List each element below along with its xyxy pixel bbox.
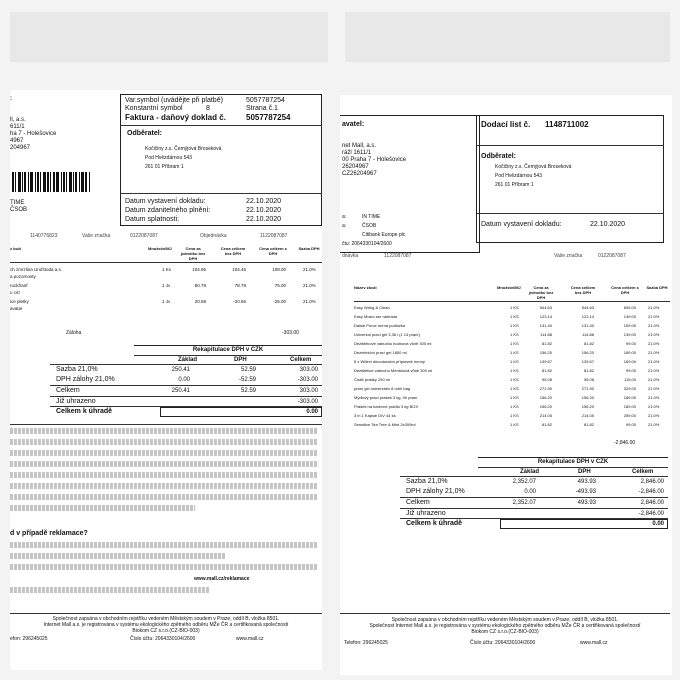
items-table-head (10, 246, 322, 260)
item-gross: 659.00 (623, 305, 636, 310)
item-net: 214.05 (581, 413, 594, 418)
ref-label: Vaše značka (82, 233, 111, 239)
const-symbol-label: Konstantní symbol (125, 105, 183, 112)
item-qty: 1 KS (510, 413, 519, 418)
footer-line-1: Společnost zapsána v obchodním rejstříku vedeném Městským soudem v Praze, oddíl B, vložka 8501. (52, 616, 280, 622)
item-net: 104.46 (232, 267, 246, 272)
item-unit-price: 214.05 (539, 413, 552, 418)
item-name: Dezinfekční prací gel 1800 ml (354, 350, 407, 355)
advance-label: Záloha (66, 330, 82, 336)
item-qty: 1 KS (510, 422, 519, 427)
col-gross-head: Cena celkem s DPH (611, 285, 639, 295)
recap-row-vat: 493.93 (577, 500, 596, 506)
recap-col-base: Základ (178, 357, 198, 363)
item-vat: 21.0% (648, 341, 660, 346)
recap-row-label: DPH zálohy 21,0% (406, 488, 465, 495)
item-gross: 75.00 (274, 283, 286, 288)
item-name: Easy Mosio ser náhrada (354, 314, 398, 319)
recap-row-base: 2,352.07 (512, 479, 536, 485)
recap-row-label: Celkem (406, 499, 430, 506)
var-symbol-value: 5057787254 (246, 97, 285, 104)
delivery-page (340, 95, 672, 675)
paid-value: -303.00 (297, 399, 318, 405)
recipient-line: Pod Hvězdárnou 543 (495, 173, 542, 179)
item-vat: 21.0% (648, 413, 660, 418)
divider (134, 355, 322, 356)
col-qty-head: Množství/MJ (148, 246, 172, 251)
table-row (340, 330, 670, 339)
item-qty: 1 KS (510, 368, 519, 373)
divider (50, 385, 322, 386)
item-qty: 1 KS (510, 377, 519, 382)
date-issue-value: 22.10.2020 (246, 198, 282, 205)
supplier-block (10, 96, 100, 152)
due-label: Celkem k úhradě (406, 520, 463, 527)
divider (400, 508, 668, 509)
item-name: 3 in 1 Kapsle DIV 44 ks (354, 413, 396, 418)
item-net: 81.82 (583, 341, 594, 346)
recipient-line: Kočičiny z.s. Čemýjová Broseková (495, 164, 572, 170)
date-due-value: 22.10.2020 (246, 216, 282, 223)
footer-line-3: Biokom CZ s.r.o.(CZ-BIO-003) (471, 629, 539, 635)
payment-line: IN TIME (362, 214, 381, 220)
ref-row (340, 253, 670, 259)
recap-row-total: -303.00 (297, 377, 318, 383)
recap-row-label: Sazba 21,0% (406, 478, 448, 485)
item-vat: 21.0% (648, 404, 660, 409)
item-qty: 1 Jv (162, 299, 171, 304)
complaint-web[interactable]: www.mall.cz/reklamace (194, 576, 250, 582)
recap-row-total: -2,846.00 (638, 489, 664, 495)
col-net-head: Cena celkem bez DPH (570, 285, 596, 295)
recap-col-vat: DPH (578, 469, 591, 475)
ref-value: 1122087087 (384, 253, 412, 259)
item-net: 81.82 (583, 422, 594, 427)
due-value: 0.00 (652, 521, 664, 527)
item-name: ruckfranf (10, 283, 28, 288)
item-net: 156.20 (581, 350, 594, 355)
ref-label: Objednávka (200, 233, 227, 239)
payment-line: čtu: 2064330104/2600 (342, 241, 392, 247)
divider (10, 424, 322, 425)
col-name-head: Název zboží (354, 285, 377, 290)
item-vat: 21.0% (648, 377, 660, 382)
divider (400, 476, 668, 477)
payment-block (10, 200, 27, 214)
date-due-label: Datum splatnosti: (125, 216, 180, 223)
item-unit-price: 544.63 (539, 305, 552, 310)
divider (476, 145, 664, 146)
supplier-block (342, 143, 406, 178)
advance-value: -303.00 (282, 330, 299, 336)
item-net: 156.20 (581, 404, 594, 409)
complaint-text-2 (10, 587, 210, 593)
payment-line: ČSOB (10, 207, 28, 213)
item-gross: 329.00 (623, 386, 636, 391)
item-net: -20.66 (233, 299, 246, 304)
table-head-line (354, 301, 670, 302)
col-name-head: z boží (10, 246, 22, 251)
footer-line (10, 613, 322, 614)
payment-line: ČSOB (362, 223, 377, 229)
table-row (340, 375, 670, 384)
item-unit-price: 131.40 (539, 323, 552, 328)
supplier-line: ll, a.s. (10, 117, 26, 123)
item-qty: 1 KS (510, 305, 519, 310)
item-name: Easy Wring & Clean (354, 305, 390, 310)
ref-value: 0122087087 (130, 233, 158, 239)
footer-phone: Telefon: 296245025 (344, 640, 388, 646)
date-issue-label: Datum vystavení dokladu: (125, 198, 206, 205)
date-taxable-value: 22.10.2020 (246, 207, 282, 214)
supplier-line: 4967 (10, 138, 24, 144)
viewer-bar-right (345, 12, 670, 62)
item-qty: 1 KS (510, 341, 519, 346)
recap-row-vat: 52.59 (240, 367, 256, 373)
complaint-text (10, 542, 318, 575)
item-net: 139.67 (581, 359, 594, 364)
item-unit-price: 114.88 (540, 332, 552, 337)
recap-row-total: 2,846.00 (640, 500, 664, 506)
col-unit-head: Cena za jednotku bez DPH (528, 285, 554, 300)
footer-line-1: Společnost zapsána v obchodním rejstříku vedeném Městským soudem v Praze, oddíl B, vložka 8501. (391, 617, 619, 623)
supplier-line: 204967 (10, 145, 31, 151)
recap-row-label: Sazba 21,0% (56, 366, 98, 373)
item-gross: 259.00 (623, 413, 636, 418)
item-gross: 99.00 (625, 341, 636, 346)
items-table (340, 303, 670, 433)
paid-value: -2,846.00 (638, 511, 664, 517)
item-name: Daisle Porce mírná podložka (354, 323, 406, 328)
table-row (340, 366, 670, 375)
item-unit-price: 81.82 (541, 422, 552, 427)
recap-row-base: 0.00 (524, 489, 536, 495)
item-gross: 108.00 (272, 267, 286, 272)
footer-line-2: Internet Mall a.s. je registrována v systému ekologického zpětného odběru MŽe ČR a certifikovaná společností (43, 622, 289, 628)
date-issue-value: 22.10.2020 (590, 221, 626, 228)
item-qty: 1 Ks (162, 267, 172, 272)
table-row (340, 393, 670, 402)
ref-value: 1122087087 (260, 233, 288, 239)
delivery-number: 1148711002 (545, 120, 589, 129)
item-name: praní gel univerzální 8 rohlí bag (354, 386, 411, 391)
item-gross: 189.00 (623, 350, 636, 355)
item-net: 156.20 (581, 395, 594, 400)
item-name: Čistič prádky 250 ml (354, 377, 391, 382)
paid-label: Již uhrazeno (56, 398, 96, 405)
item-name: Mýdlový prací prášek 3 kg, 90 praní (354, 395, 418, 400)
col-vat-head: Sazba DPH (646, 285, 668, 290)
recipient-label: Odběratel: (481, 153, 517, 160)
supplier-line: CZ26204967 (342, 171, 377, 177)
item-gross: 99.00 (625, 422, 636, 427)
recap-col-total: Celkem (290, 357, 312, 363)
date-taxable-label: Datum zdanitelného plnění: (125, 207, 211, 214)
item-name: a pozornosty (10, 274, 36, 279)
invoice-page (10, 90, 322, 670)
item-net: 123.14 (581, 314, 594, 319)
divider (478, 467, 668, 468)
item-vat: 21.0% (648, 332, 660, 337)
item-name: Univerzal prací gel 3,36 l (1 14 praní) (354, 332, 420, 337)
item-vat: 21.0% (648, 314, 660, 319)
item-gross: -25.00 (273, 299, 286, 304)
recap-row-vat: 52.59 (240, 388, 256, 394)
footer-account: Číslo účtu: 2064330104/2600 (470, 640, 536, 646)
item-net: 131.40 (581, 323, 594, 328)
item-qty: 1 Jv (162, 283, 171, 288)
recap-row-total: 303.00 (299, 367, 318, 373)
supplier-line: rážl 1611/1 (342, 150, 372, 156)
recipient-line: 261 01 Příbram 1 (495, 182, 534, 188)
item-name: ice pletky (10, 299, 29, 304)
item-name: avatar (10, 306, 23, 311)
item-gross: 189.00 (623, 404, 636, 409)
supplier-line: 611/1 (10, 124, 25, 130)
terms-text (10, 428, 318, 511)
payment-line: Citibank Europe plc (362, 232, 406, 238)
recap-row-vat: -493.93 (575, 489, 596, 495)
supplier-line: 26204967 (342, 164, 369, 170)
due-label: Celkem k úhradě (56, 408, 113, 415)
due-value: 0.00 (306, 409, 318, 415)
item-name: 5 x Wölrel decodorační přípravek Irenný (354, 359, 425, 364)
item-net: 78.79 (234, 283, 246, 288)
item-name: Sensitive Tea Tree & Mint 2x300ml (354, 422, 416, 427)
item-qty: 1 KS (510, 350, 519, 355)
recap-title: Rekapitulace DPH v CZK (192, 347, 264, 353)
item-net: 271.90 (581, 386, 594, 391)
item-net: 81.82 (583, 368, 594, 373)
recipient-block (495, 163, 571, 190)
item-qty: 1 KS (510, 323, 519, 328)
table-row (340, 402, 670, 411)
item-gross: 159.00 (623, 323, 636, 328)
item-qty: 1 KS (510, 404, 519, 409)
paid-label: Již uhrazeno (406, 510, 446, 517)
recap-row-vat: -52.59 (238, 377, 256, 383)
recipient-block (145, 145, 221, 172)
complaint-title: d v případě reklamace? (10, 530, 88, 537)
recipient-line: Kočičiny z.s. Čemýjová Broseková (145, 146, 222, 152)
recap-col-total: Celkem (632, 469, 654, 475)
item-vat: 21.0% (648, 368, 660, 373)
recap-row-total: 2,846.00 (640, 479, 664, 485)
ref-value: 0122087087 (598, 253, 626, 259)
table-row (340, 303, 670, 312)
item-name: u cirt (10, 290, 20, 295)
table-row (340, 321, 670, 330)
item-unit-price: 156.20 (539, 350, 552, 355)
table-row (340, 384, 670, 393)
invoice-number: 5057787254 (246, 113, 291, 122)
supplier-label: avatel: (342, 121, 365, 128)
ref-value: 1140776823 (30, 233, 58, 239)
recap-row-base: 2,352.07 (512, 500, 536, 506)
table-row (10, 304, 322, 313)
const-symbol-value: 8 (206, 105, 210, 112)
delivery-title: Dodací list č. (481, 120, 531, 129)
item-unit-price: 123.14 (539, 314, 552, 319)
supplier-line: 00 Praha 7 - Holešovice (342, 157, 407, 163)
item-vat: 21.0% (648, 359, 660, 364)
col-gross-head: Cena celkem s DPH (259, 246, 287, 256)
divider (120, 125, 322, 126)
payment-line: TIME (10, 200, 25, 206)
table-row (340, 411, 670, 420)
col-unit-head: Cena za jednotku bez DPH (180, 246, 206, 261)
recap-col-base: Základ (520, 469, 540, 475)
footer-line-2: Společnost Internet Mall a.s. je registrována v systému ekologického zpětného odběru MŽe ČR a certifikovaná společností (369, 623, 641, 629)
ref-label: Vaše značka (554, 253, 583, 259)
table-row (340, 339, 670, 348)
item-vat: 21.0% (648, 395, 660, 400)
item-unit-price: 156.20 (539, 404, 552, 409)
item-unit-price: 104.96 (192, 267, 206, 272)
table-head-line (10, 262, 322, 263)
item-net: 95.08 (583, 377, 594, 382)
item-net: 544.63 (581, 305, 594, 310)
recap-col-vat: DPH (234, 357, 247, 363)
item-qty: 1 KS (510, 386, 519, 391)
divider (400, 497, 668, 498)
item-name: Dezišfekce vabuchu Mentolová vůně 300 ml (354, 368, 433, 373)
divider (120, 193, 322, 194)
item-unit-price: 20.58 (194, 299, 206, 304)
supplier-line: net Mall, a.s. (342, 143, 377, 149)
col-net-head: Cena celkem bez DPH (220, 246, 246, 256)
item-unit-price: 81.82 (541, 368, 552, 373)
item-gross: 115.00 (624, 377, 636, 382)
supplier-line: ha 7 - Holešovice (10, 131, 57, 137)
table-row (340, 312, 670, 321)
recap-row-total: 303.00 (299, 388, 318, 394)
table-row (340, 357, 670, 366)
item-vat: 21.0% (303, 267, 316, 272)
item-gross: 139.00 (623, 332, 636, 337)
payment-block (342, 213, 405, 249)
item-gross: 169.00 (623, 359, 636, 364)
items-table-head (340, 285, 670, 299)
item-unit-price: 156.20 (539, 395, 552, 400)
ref-row (10, 233, 322, 239)
payment-label: a: (342, 214, 347, 220)
viewer-bar-left (10, 12, 328, 62)
recipient-line: Pod Hvězdárnou 543 (145, 155, 192, 161)
divider (50, 396, 322, 397)
item-vat: 21.0% (303, 299, 316, 304)
item-unit-price: 80.79 (194, 283, 206, 288)
barcode (12, 172, 112, 192)
item-name: Prášek na barevné prádlo 3 kg BOX (354, 404, 419, 409)
item-qty: 1 KS (510, 332, 519, 337)
payment-label: a: (342, 223, 347, 229)
items-table (10, 265, 322, 325)
item-unit-price: 271.90 (539, 386, 552, 391)
col-qty-head: Množství/MJ (497, 285, 521, 290)
footer-site[interactable]: www.mall.cz (580, 640, 608, 646)
ref-label: dnávka (342, 253, 359, 259)
var-symbol-label: Var.symbol (uvádějte při platbě) (125, 97, 223, 104)
date-issue-label: Datum vystavení dokladu: (481, 221, 562, 228)
table-row (340, 420, 670, 429)
item-vat: 21.0% (648, 422, 660, 427)
item-gross: 149.00 (623, 314, 636, 319)
item-qty: 1 KS (510, 395, 519, 400)
footer-phone: efon: 296245025 (10, 636, 48, 642)
item-gross: 189.00 (623, 395, 636, 400)
col-vat-head: Sazba DPH (298, 246, 320, 251)
item-unit-price: 81.82 (541, 341, 552, 346)
item-vat: 21.0% (648, 350, 660, 355)
table-row (340, 348, 670, 357)
supplier-line: : (10, 96, 12, 102)
divider (476, 213, 664, 214)
item-gross: 99.00 (625, 368, 636, 373)
advance-value: -2,846.00 (614, 440, 636, 446)
footer-line (340, 613, 670, 614)
item-net: 114.88 (582, 332, 594, 337)
item-unit-price: 139.67 (539, 359, 552, 364)
divider (478, 457, 668, 458)
table-row (10, 288, 322, 297)
page-number: Strana č.1 (246, 105, 278, 112)
recap-row-base: 250.41 (171, 367, 190, 373)
item-name: ch zmrzlina Urufstoda a.s. (10, 267, 63, 272)
item-qty: 1 KS (510, 359, 519, 364)
footer-site[interactable]: www.mall.cz (236, 636, 264, 642)
recap-row-vat: 493.93 (577, 479, 596, 485)
invoice-title: Faktura - daňový doklad č. (125, 113, 226, 122)
recap-row-base: 0.00 (178, 377, 190, 383)
item-vat: 21.0% (648, 323, 660, 328)
table-row (10, 272, 322, 281)
item-qty: 1 KS (510, 314, 519, 319)
item-vat: 21.0% (303, 283, 316, 288)
item-name: Dezišfekové vabuchu hodnová vůně 300 ml (354, 341, 432, 346)
recap-row-base: 250.41 (171, 388, 190, 394)
footer-account: Číslo účtu: 2064330104/2600 (130, 636, 196, 642)
recap-row-label: Celkem (56, 387, 80, 394)
recipient-line: 261 01 Příbram 1 (145, 164, 184, 170)
recap-title: Rekapitulace DPH v CZK (537, 459, 609, 465)
item-vat: 21.0% (648, 305, 660, 310)
recap-row-label: DPH zálohy 21,0% (56, 376, 115, 383)
divider (50, 364, 322, 365)
item-unit-price: 95.08 (541, 377, 552, 382)
item-vat: 21.0% (648, 386, 660, 391)
footer-line-3: Biokom CZ s.r.o.(CZ-BIO-003) (132, 628, 200, 634)
recipient-label: Odběratel: (127, 130, 163, 137)
